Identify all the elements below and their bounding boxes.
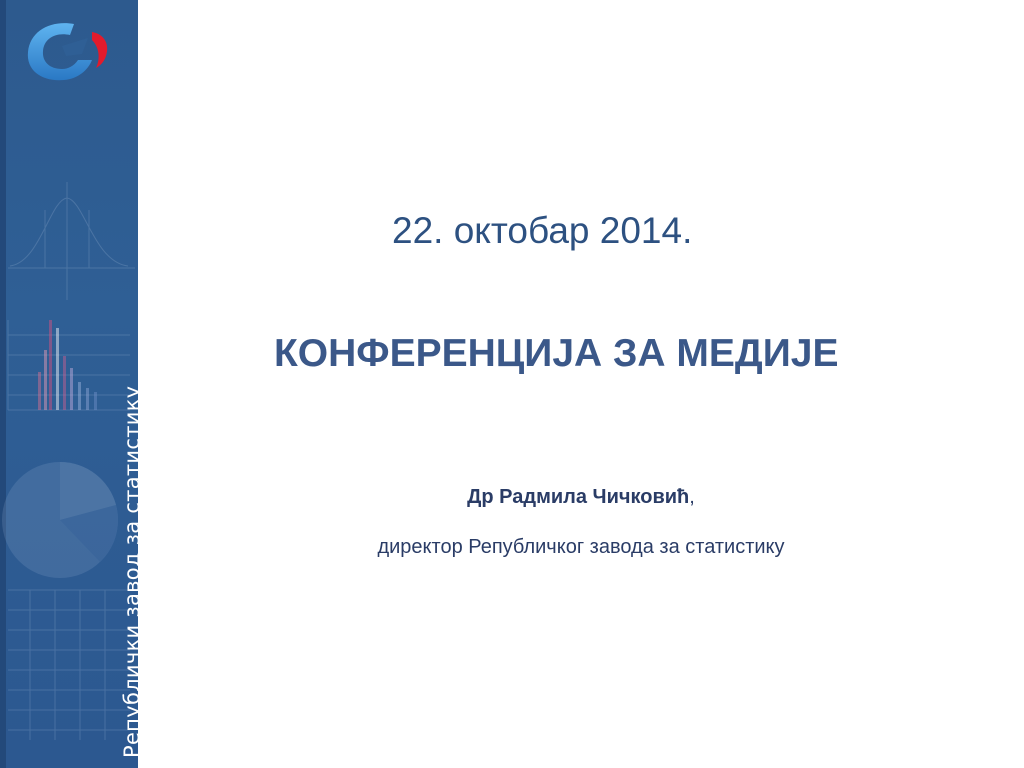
organization-name: Републички завод за статистику	[120, 385, 144, 758]
presenter-line	[0, 486, 1024, 509]
presenter-role: директор Републичког завода за статистику	[377, 536, 785, 558]
slide-date: 22. октобар 2014.	[392, 210, 693, 251]
statistics-background-art	[0, 0, 138, 768]
presenter-name: Др Радмила Чичковић	[467, 486, 690, 508]
sidebar	[0, 0, 144, 768]
presenter-separator: ,	[689, 486, 695, 508]
slide-title: КОНФЕРЕНЦИЈА ЗА МЕДИЈЕ	[274, 332, 839, 375]
sors-logo-icon	[22, 18, 114, 84]
